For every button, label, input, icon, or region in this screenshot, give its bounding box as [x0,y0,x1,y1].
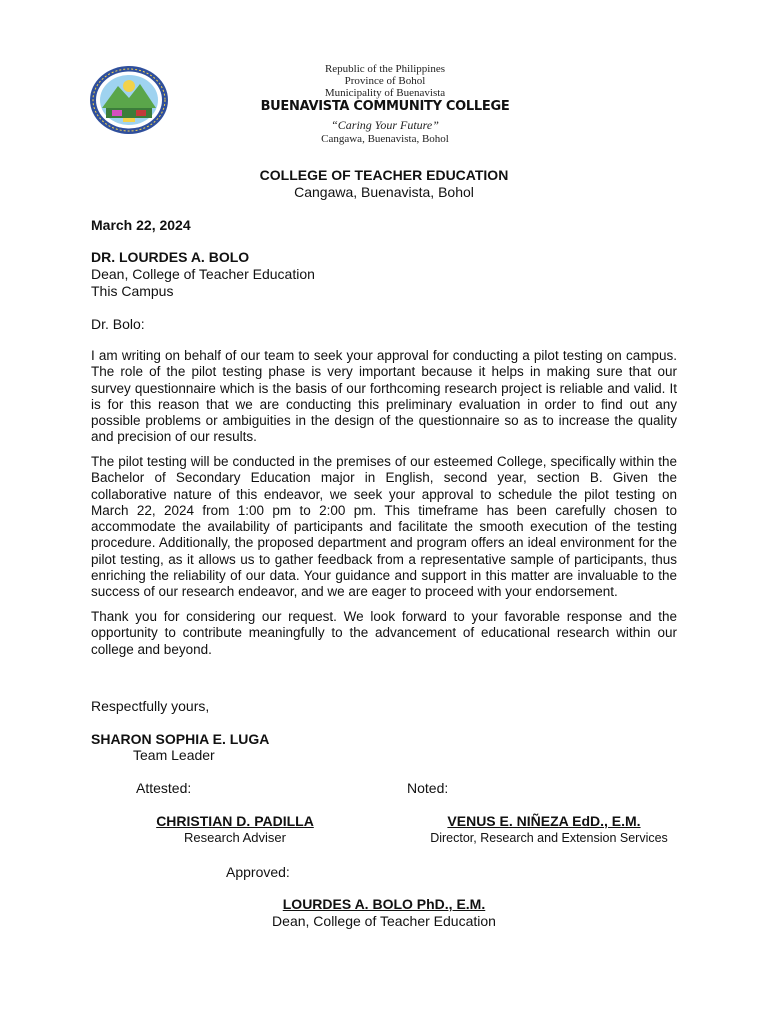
recipient-position: Dean, College of Teacher Education [91,266,315,282]
noted-name: VENUS E. NIÑEZA EdD., E.M. [447,813,641,829]
closing: Respectfully yours, [91,698,210,714]
letterhead-motto: “Caring Your Future” [331,118,439,132]
recipient-name: DR. LOURDES A. BOLO [91,249,250,265]
sender-role: Team Leader [133,747,215,763]
attested-name: CHRISTIAN D. PADILLA [156,813,314,829]
department-name: COLLEGE OF TEACHER EDUCATION [259,167,509,183]
letterhead-college-name: BUENAVISTA COMMUNITY COLLEGE [260,99,510,114]
body-paragraph-1: I am writing on behalf of our team to seek your approval for conducting a pilot testing on campus. The role of the pilot testing phase is very important because it helps in making sure that our survey questionnaire which is the basis of our forthcoming research project is reliable and valid. It is for this reason that we are conducting this preliminary evaluation in order to find out any possible problems or ambiguities in the design of the questionnaire so as to increase the quality and precision of our results. [91,348,677,445]
attested-role: Research Adviser [184,830,286,845]
approved-role: Dean, College of Teacher Education [272,913,496,929]
body-paragraph-3: Thank you for considering our request. We look forward to your favorable response and the opportunity to contribute meaningfully to the advancement of educational research within our college and beyond. [91,609,677,657]
body-paragraph-2: The pilot testing will be conducted in the premises of our esteemed College, specifically within the Bachelor of Secondary Education major in English, second year, section B. Given the collaborative nature of this endeavor, we seek your approval to schedule the pilot testing on March 22, 2024 from 1:00 pm to 2:00 pm. This timeframe has been carefully chosen to accommodate the availability of participants and facilitate the smooth execution of the testing procedure. Additionally, the proposed department and program offers an ideal environment for the pilot testing, as it allows us to gather feedback from a representative sample of participants, thus enriching the reliability of our data. Your guidance and support in this matter are invaluable to the success of our research endeavor, and we are eager to proceed with your endorsement. [91,454,677,600]
letterhead-country: Republic of the Philippines [324,63,446,75]
recipient-location: This Campus [91,283,174,299]
letterhead-municipality: Municipality of Buenavista [324,87,446,99]
noted-role: Director, Research and Extension Services [430,831,668,845]
attested-label: Attested: [136,780,192,796]
letterhead-address: Cangawa, Buenavista, Bohol [321,133,449,145]
approved-label: Approved: [226,864,290,880]
sender-name: SHARON SOPHIA E. LUGA [91,731,270,747]
letterhead-province: Province of Bohol [344,75,426,87]
noted-label: Noted: [407,780,449,796]
letter-date: March 22, 2024 [91,217,191,233]
college-seal-logo [88,64,170,136]
department-address: Cangawa, Buenavista, Bohol [294,184,474,200]
approved-name: LOURDES A. BOLO PhD., E.M. [282,896,486,912]
salutation: Dr. Bolo: [91,316,145,332]
